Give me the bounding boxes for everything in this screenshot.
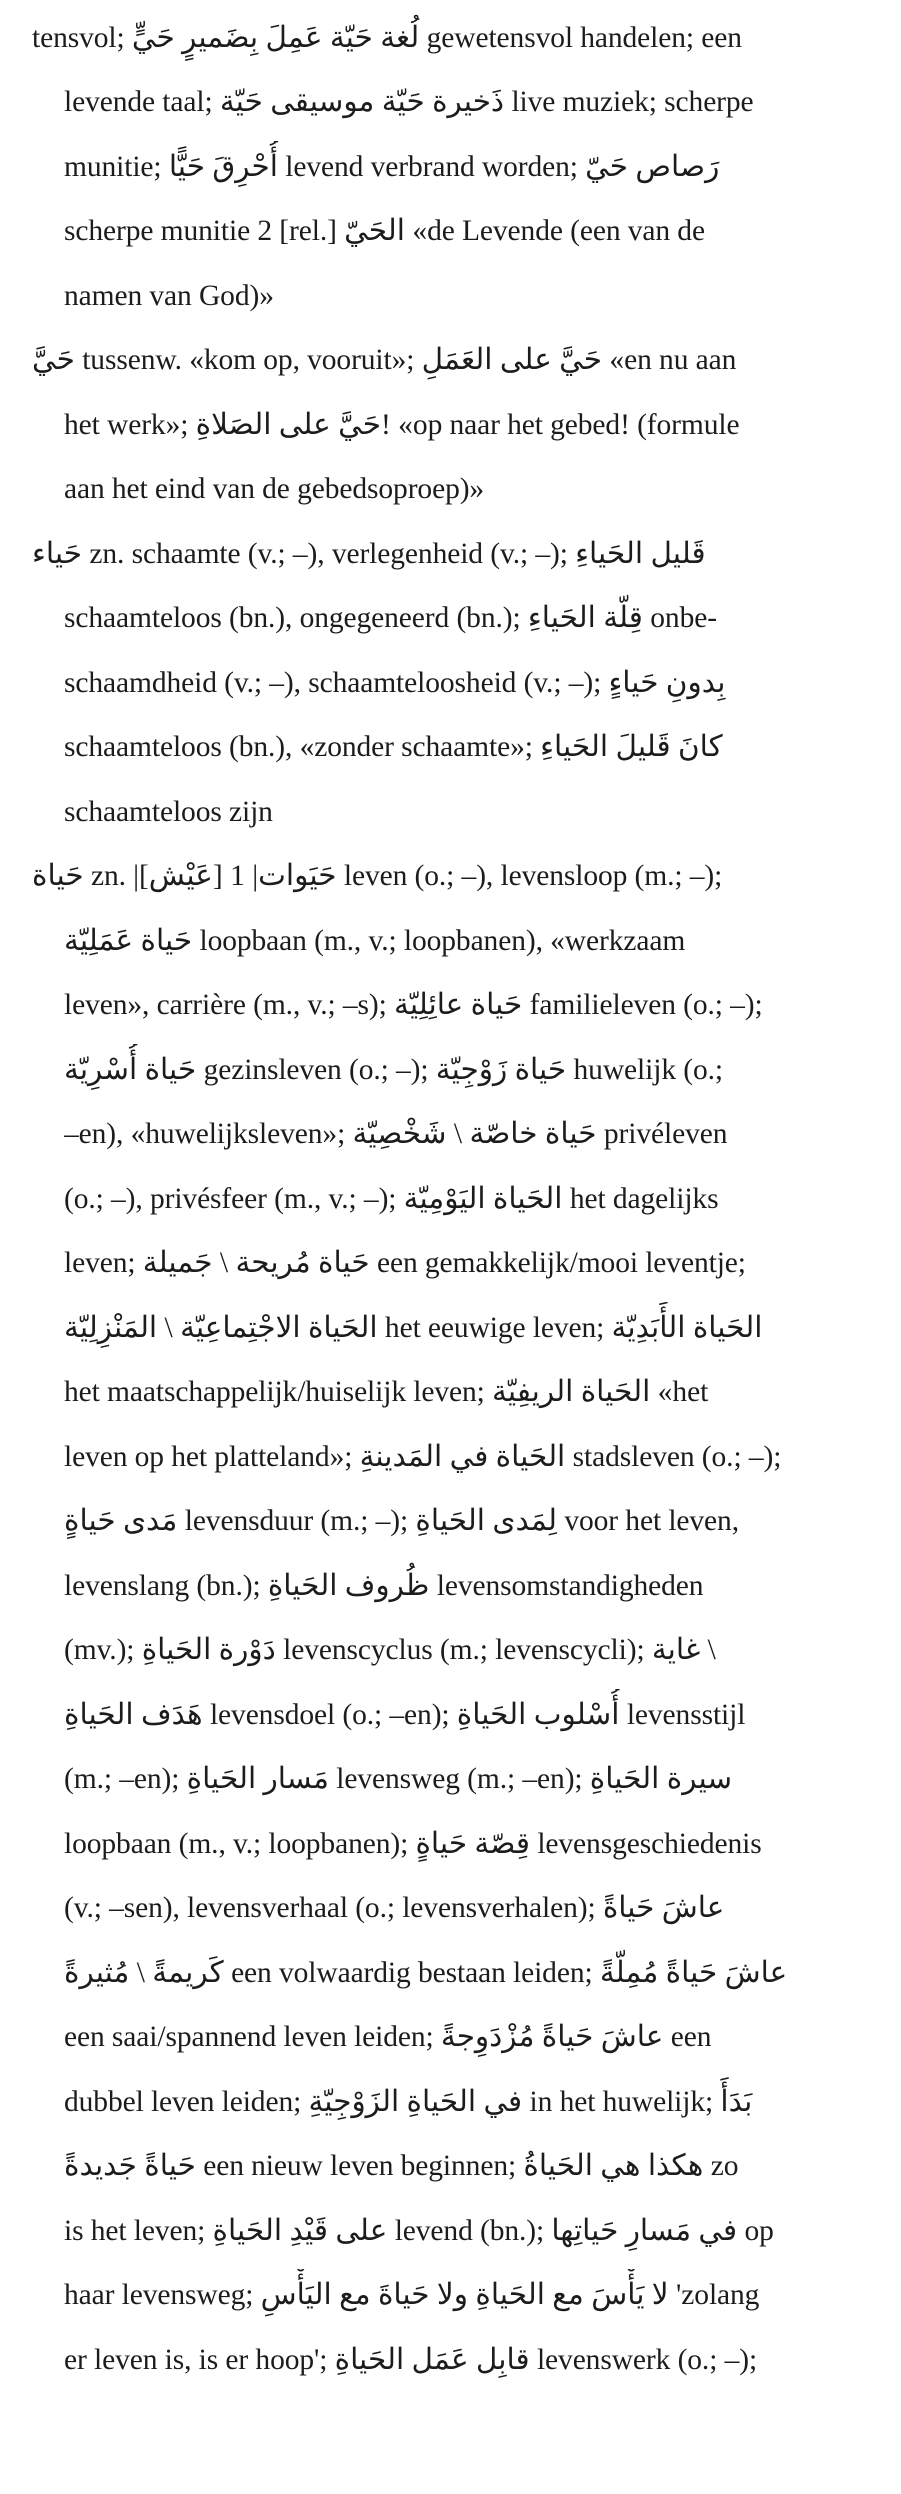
text-line: dubbel leven leiden; في الحَياةِ الزَوْجِيّةِ in het huwelijk; بَدَأَ (64, 2086, 753, 2118)
text-line: loopbaan (m., v.; loopbanen); قِصّة حَياةٍ levensgeschiedenis (64, 1828, 762, 1860)
entry-haya: حَياء zn. schaamte (v.; –), verlegenheid (v.; –); قَليل الحَياءِ (32, 538, 706, 570)
text-line: munitie; أُحْرِقَ حَيًّا levend verbrand worden; رَصاص حَيّ (64, 151, 720, 183)
text-line: كَريمةً \ مُثيرةً een volwaardig bestaan leiden; عاشَ حَياةً مُمِلّةً (64, 1957, 788, 1989)
entry-hayya: حَيَّ tussenw. «kom op, vooruit»; حَيَّ على العَمَلِ «en nu aan (32, 344, 737, 376)
text-line: het maatschappelijk/huiselijk leven; الحَياة الريفِيّة «het (64, 1376, 709, 1408)
entry-hayat: حَياة zn. |حَيَوات| 1 [عَيْش] leven (o.; –), levensloop (m.; –); (32, 860, 723, 892)
text-line: een saai/spannend leven leiden; عاشَ حَياةً مُزْدَوِجةً een (64, 2021, 712, 2053)
text-line: schaamteloos (bn.), «zonder schaamte»; كانَ قَليلَ الحَياءِ (64, 731, 723, 763)
text-line: scherpe munitie 2 [rel.] الحَيّ «de Levende (een van de (64, 215, 705, 247)
text-line: namen van God)» (64, 280, 274, 312)
text-line: leven op het platteland»; الحَياة في المَدينةِ stadsleven (o.; –); (64, 1441, 782, 1473)
text-line: (mv.); دَوْرة الحَياةِ levenscyclus (m.; levenscycli); غاية \ (64, 1634, 716, 1666)
text-line: leven», carrière (m., v.; –s); حَياة عائِلِيّة familieleven (o.; –); (64, 989, 763, 1021)
text-line: (m.; –en); مَسار الحَياةِ levensweg (m.; –en); سيرة الحَياةِ (64, 1763, 733, 1795)
text-line: het werk»; حَيَّ على الصَلاةِ! «op naar het gebed! (formule (64, 409, 740, 441)
text-line: حَياةً جَديدةً een nieuw leven beginnen; هكذا هي الحَياةُ zo (64, 2150, 739, 2182)
text-line: (o.; –), privésfeer (m., v.; –); الحَياة اليَوْمِيّة het dagelijks (64, 1183, 719, 1215)
text-line: حَياة عَمَلِيّة loopbaan (m., v.; loopbanen), «werkzaam (64, 925, 686, 957)
text-line: tensvol; لُغة حَيّة عَمِلَ بِضَميرٍ حَيٍّ gewetensvol handelen; een (32, 22, 742, 54)
text-line: –en), «huwelijksleven»; حَياة خاصّة \ شَخْصِيّة privéleven (64, 1118, 728, 1150)
text-line: is het leven; على قَيْدِ الحَياةِ levend (bn.); في مَسارِ حَياتِها op (64, 2215, 774, 2247)
text-line: schaamdheid (v.; –), schaamteloosheid (v.; –); بِدونِ حَياءٍ (64, 667, 726, 699)
text-line: haar levensweg; لا يَأْسَ مع الحَياةِ ولا حَياةَ مع اليَأْسِ 'zolang (64, 2279, 760, 2311)
text-line: aan het eind van de gebedsoproep)» (64, 473, 485, 505)
text-line: (v.; –sen), levensverhaal (o.; levensverhalen); عاشَ حَياةً (64, 1892, 725, 1924)
text-line: schaamteloos zijn (64, 796, 273, 828)
text-line: مَدى حَياةٍ levensduur (m.; –); لِمَدى الحَياةِ voor het leven, (64, 1505, 739, 1537)
text-line: هَدَف الحَياةِ levensdoel (o.; –en); أُسْلوب الحَياةِ levensstijl (64, 1699, 746, 1731)
text-line: schaamteloos (bn.), ongegeneerd (bn.); قِلّة الحَياءِ onbe- (64, 602, 717, 634)
text-line: levende taal; ذَخيرة حَيّة موسيقى حَيّة live muziek; scherpe (64, 86, 754, 118)
text-line: حَياة أُسْرِيّة gezinsleven (o.; –); حَياة زَوْجِيّة huwelijk (o.; (64, 1054, 723, 1086)
text-line: leven; حَياة مُريحة \ جَميلة een gemakkelijk/mooi leventje; (64, 1247, 746, 1279)
text-line: er leven is, is er hoop'; قابِل عَمَل الحَياةِ levenswerk (o.; –); (64, 2344, 758, 2376)
text-line: الحَياة الاجْتِماعِيّة \ المَنْزِلِيّة het eeuwige leven; الحَياة الأَبَدِيّة (64, 1312, 763, 1344)
text-line: levenslang (bn.); ظُروف الحَياةِ levensomstandigheden (64, 1570, 704, 1602)
